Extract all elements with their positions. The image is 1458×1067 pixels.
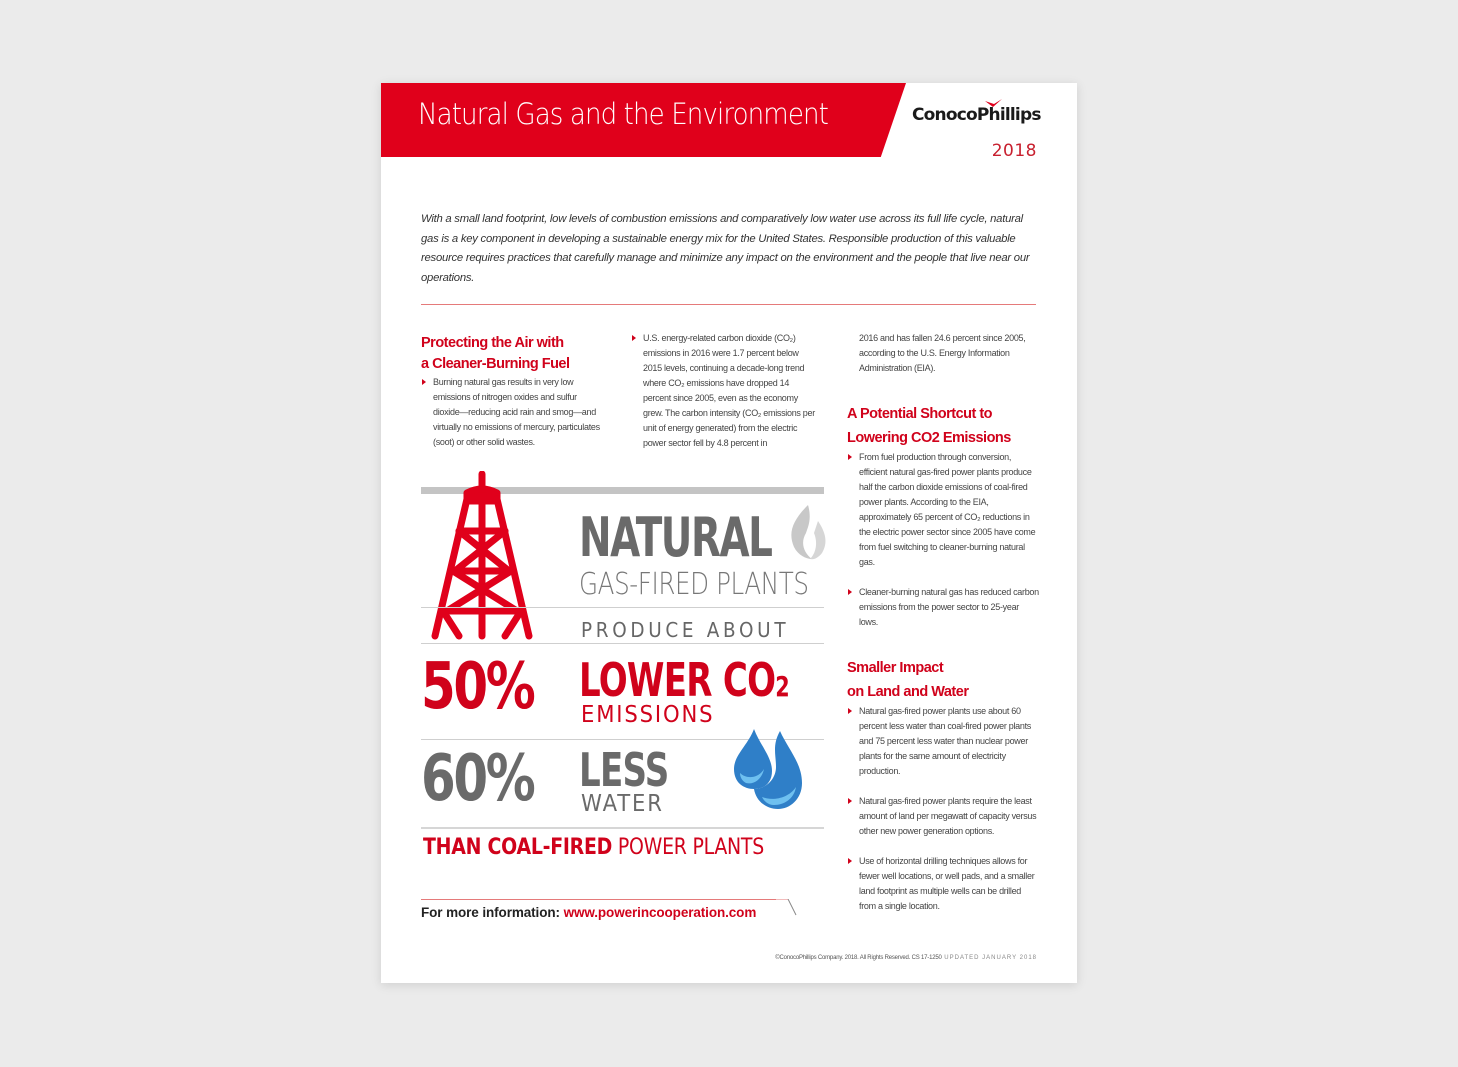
continued-text: 2016 and has fallen 24.6 percent since 2005, according to the U.S. Energy Information Administration (EIA).: [859, 333, 1026, 373]
website-link[interactable]: www.powerincooperation.com: [563, 905, 757, 920]
stat-water-label: WATER: [581, 791, 664, 817]
stat-water-headline: LESS: [579, 743, 669, 797]
company-logo: ConocoPhillips: [912, 105, 1041, 125]
bullet-item: Natural gas-fired power plants require the least amount of land per megawatt of capacity versus other new power generation options.: [847, 794, 1039, 839]
intro-paragraph: With a small land footprint, low levels of combustion emissions and comparatively low water use across its full life cycle, natural gas is a key component in developing a sustainable energy mix for the United States. Responsible production of this valuable resource requires practices that carefully manage and minimize any impact on the environment and the people that live near our operations.: [421, 213, 1030, 284]
oil-rig-icon: [429, 471, 535, 641]
document-page: [381, 83, 1077, 983]
section-heading-land-water: Smaller Impact on Land and Water: [847, 660, 969, 700]
produce-about-label: PRODUCE ABOUT: [581, 618, 790, 642]
section-co2-trend: [631, 331, 816, 451]
stat-water-percent: 60%: [421, 742, 534, 816]
bullet-item: Use of horizontal drilling techniques allows for fewer well locations, or well pads, and a smaller land footprint as multiple wells can be drilled from a single location.: [847, 854, 1039, 914]
bullet-item: Burning natural gas results in very low emissions of nitrogen oxides and sulfur dioxide—reducing acid rain and smog—and virtually no emissions of mercury, particulates (soot) or other solid wastes.: [421, 375, 601, 450]
stat-co2-percent: 50%: [421, 650, 534, 724]
bullet-item: Cleaner-burning natural gas has reduced carbon emissions from the power sector to 25-year lows.: [847, 585, 1039, 630]
more-information: For more information: www.powerincooperation.com: [421, 905, 757, 920]
natural-headline: NATURAL: [579, 506, 772, 569]
divider: [421, 827, 824, 829]
section-air: [421, 333, 601, 450]
bullet-item: From fuel production through conversion, efficient natural gas-fired power plants produce half the carbon dioxide emissions of coal-fired power plants. According to the EIA, approximately 65 percent of CO₂ reductions in the electric power sector since 2005 have come from fuel switching to cleaner-burning natural gas.: [847, 450, 1039, 570]
divider: [421, 643, 824, 644]
year-label: 2018: [991, 141, 1037, 161]
divider: [421, 304, 1036, 305]
section-right-column: [847, 331, 1039, 914]
flame-icon: [786, 503, 828, 561]
water-drops-icon: [732, 727, 804, 811]
divider: [421, 607, 824, 608]
footer-copyright: ©ConocoPhillips Company. 2018. All Rights Reserved. CS 17-1250 UPDATED JANUARY 2018: [775, 955, 1037, 961]
than-coal-fired-label: THAN COAL-FIRED POWER PLANTS: [423, 835, 764, 860]
stat-co2-headline: LOWER CO2: [579, 653, 789, 707]
page-title: Natural Gas and the Environment: [418, 97, 828, 131]
divider: [421, 899, 776, 900]
section-heading: Protecting the Air with a Cleaner-Burning Fuel: [421, 335, 570, 372]
bullet-item: Natural gas-fired power plants use about 60 percent less water than coal-fired power plants and 75 percent less water than nuclear power plants for the same amount of electricity production.: [847, 704, 1039, 779]
divider-tick: [776, 899, 804, 919]
section-heading-shortcut: A Potential Shortcut to Lowering CO2 Emissions: [847, 406, 1011, 446]
stat-co2-label: EMISSIONS: [581, 702, 715, 728]
gas-fired-plants-label: GAS-FIRED PLANTS: [579, 567, 809, 602]
infographic: [421, 483, 824, 863]
bullet-item: U.S. energy-related carbon dioxide (CO₂) emissions in 2016 were 1.7 percent below 2015 levels, continuing a decade-long trend where CO₂ emissions have dropped 14 percent since 2005, even as the economy grew. The carbon intensity (CO₂ emissions per unit of energy generated) from the electric power sector fell by 4.8 percent in: [631, 331, 816, 451]
